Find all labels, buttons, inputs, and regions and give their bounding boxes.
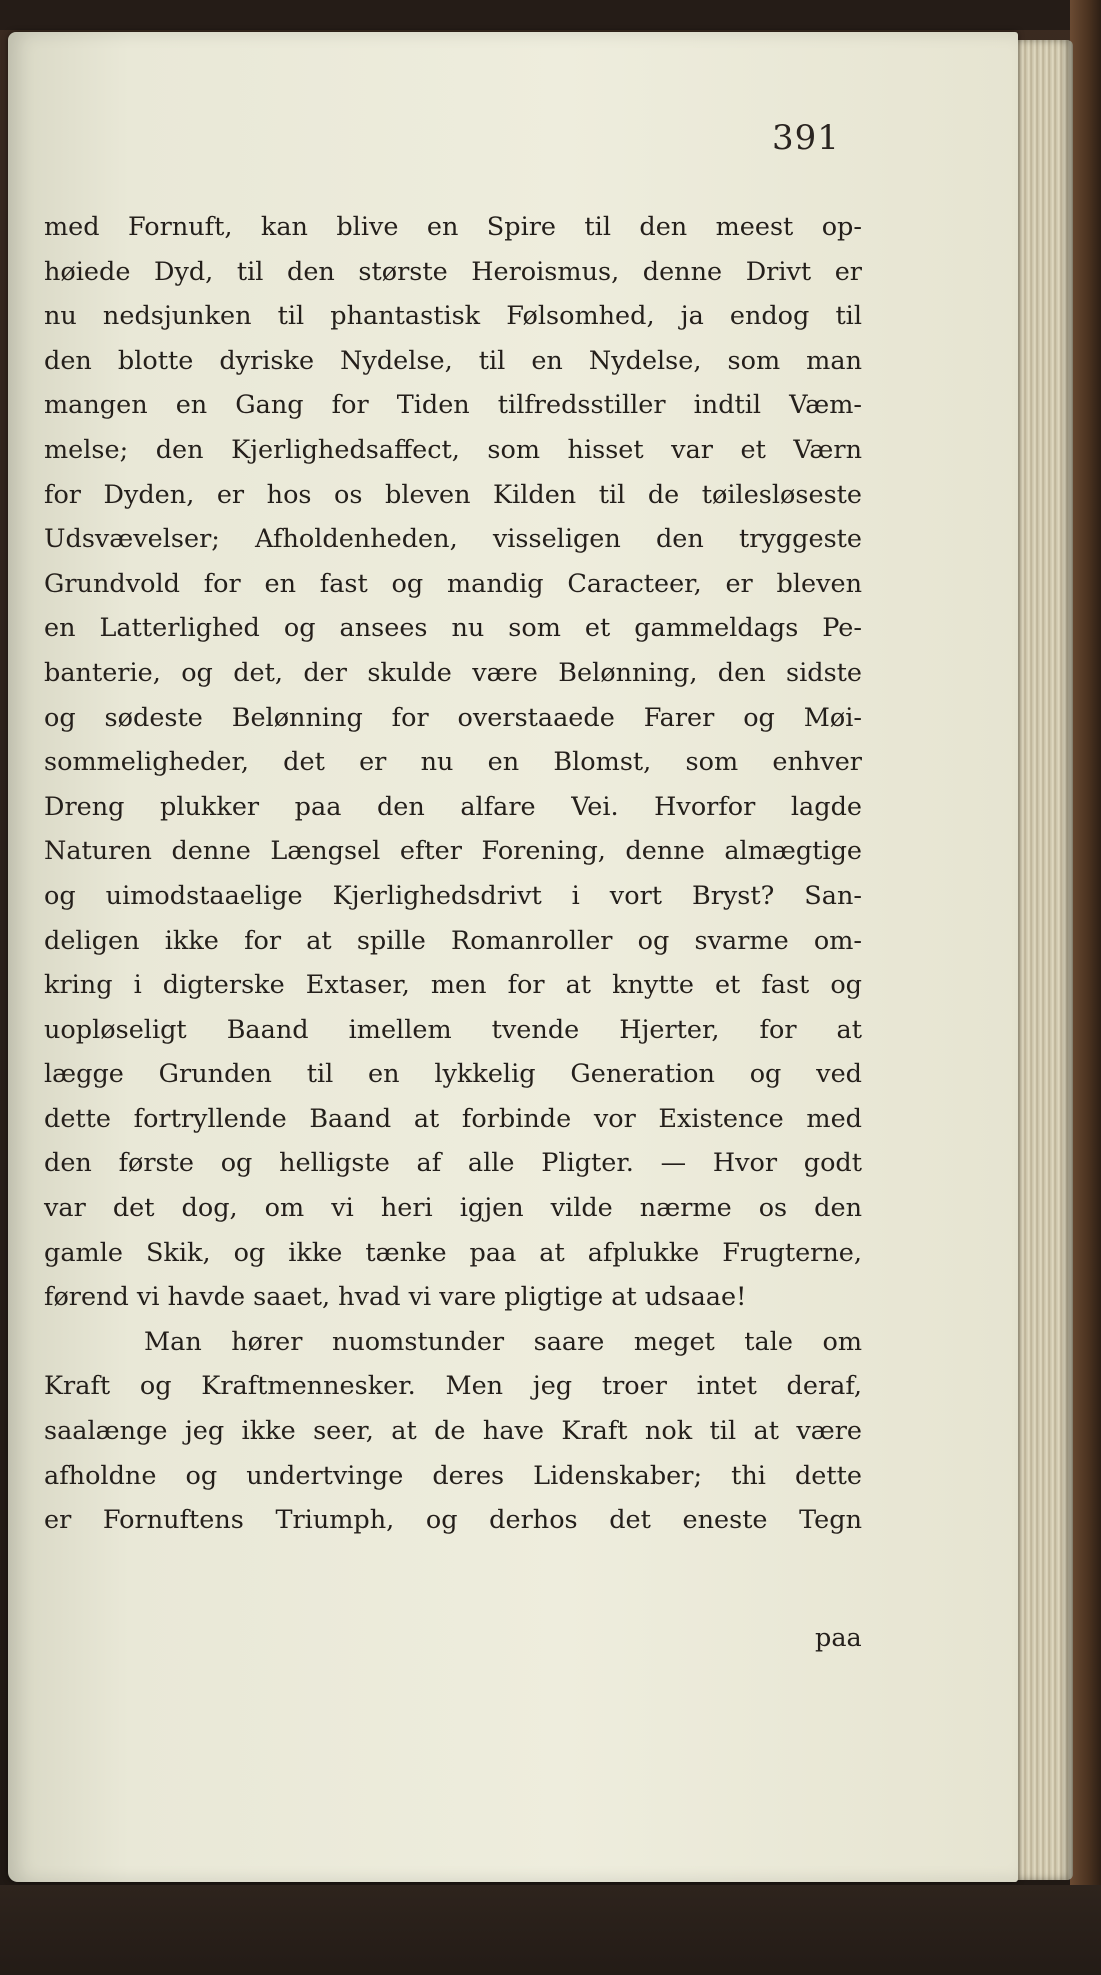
page-number: 391 (772, 118, 840, 158)
text-line: med Fornuft, kan blive en Spire til den meest op- (44, 212, 862, 242)
text-line: kring i digterske Extaser, men for at knytte et fast og (44, 970, 862, 1001)
text-line: Man hører nuomstunder saare meget tale om (144, 1326, 862, 1357)
text-line: førend vi havde saaet, hvad vi vare pligtige at udsaae! (44, 1282, 747, 1313)
text-line: sommeligheder, det er nu en Blomst, som enhver (44, 747, 862, 778)
book-cover-bottom (0, 1885, 1101, 1975)
catchword: paa (815, 1623, 862, 1653)
text-line: dette fortryllende Baand at forbinde vor Existence med (44, 1103, 862, 1134)
text-line: banterie, og det, der skulde være Belønning, den sidste (44, 657, 862, 688)
text-line: Grundvold for en fast og mandig Caracteer, er bleven (44, 568, 862, 599)
text-line: nu nedsjunken til phantastisk Følsomhed, ja endog til (44, 301, 862, 332)
text-line: var det dog, om vi heri igjen vilde nærme os den (44, 1193, 862, 1224)
page-edges (1015, 40, 1073, 1880)
book-binding (1070, 0, 1101, 1975)
text-line: for Dyden, er hos os bleven Kilden til de tøilesløseste (44, 479, 862, 510)
text-line: mangen en Gang for Tiden tilfredsstiller indtil Væm- (44, 390, 862, 421)
text-line: deligen ikke for at spille Romanroller og svarme om- (44, 925, 862, 956)
text-line: og sødeste Belønning for overstaaede Farer og Møi- (44, 702, 862, 733)
text-line: melse; den Kjerlighedsaffect, som hisset var et Værn (44, 434, 862, 465)
text-line: og uimodstaaelige Kjerlighedsdrivt i vort Bryst? San- (44, 880, 862, 911)
body-text (44, 205, 862, 1543)
book-cover-top (0, 0, 1101, 30)
text-line: uopløseligt Baand imellem tvende Hjerter, for at (44, 1014, 862, 1045)
text-line: saalænge jeg ikke seer, at de have Kraft nok til at være (44, 1416, 862, 1447)
text-line: afholdne og undertvinge deres Lidenskaber; thi dette (44, 1460, 862, 1491)
text-line: Naturen denne Længsel efter Forening, denne almægtige (44, 836, 862, 867)
text-line: er Fornuftens Triumph, og derhos det eneste Tegn (44, 1505, 862, 1536)
text-line: den første og helligste af alle Pligter. — Hvor godt (44, 1148, 862, 1179)
text-line: en Latterlighed og ansees nu som et gammeldags Pe- (44, 613, 862, 644)
text-line: Kraft og Kraftmennesker. Men jeg troer intet deraf, (44, 1371, 862, 1402)
text-line: lægge Grunden til en lykkelig Generation og ved (44, 1059, 862, 1090)
text-line: høiede Dyd, til den største Heroismus, denne Drivt er (44, 256, 862, 287)
text-line: den blotte dyriske Nydelse, til en Nydelse, som man (44, 345, 862, 376)
text-line: Dreng plukker paa den alfare Vei. Hvorfor lagde (44, 791, 862, 822)
text-line: Udsvævelser; Afholdenheden, visseligen den tryggeste (44, 524, 862, 555)
text-line: gamle Skik, og ikke tænke paa at afplukke Frugterne, (44, 1237, 862, 1268)
